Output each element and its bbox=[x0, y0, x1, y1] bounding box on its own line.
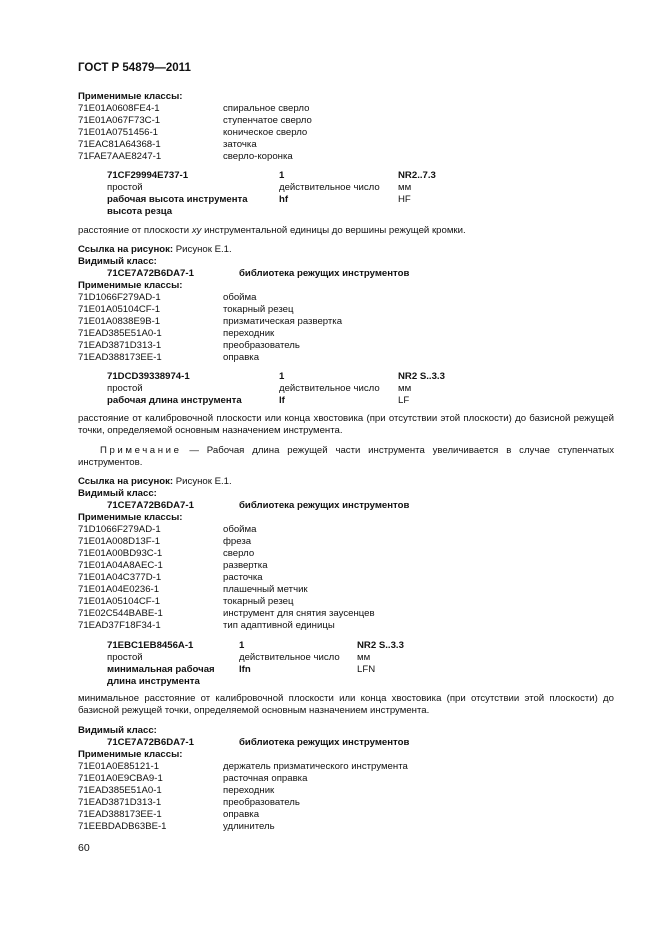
applicable-classes-label: Применимые классы: bbox=[78, 280, 183, 291]
property-synonym: высота резца bbox=[107, 206, 173, 217]
class-code: 71E01A05104CF-1 bbox=[78, 596, 161, 607]
property-unit: мм bbox=[398, 383, 412, 394]
class-name: обойма bbox=[223, 524, 257, 535]
class-code: 71D1066F279AD-1 bbox=[78, 524, 161, 535]
figure-reference bbox=[78, 476, 232, 488]
class-code: 71EAD3871D313-1 bbox=[78, 797, 162, 808]
property-unit: мм bbox=[398, 182, 412, 193]
class-name: обойма bbox=[223, 292, 257, 303]
class-code: 71FAE7AAE8247-1 bbox=[78, 151, 162, 162]
note-text: — Рабочая длина режущей части инструмента увеличивается в случае ступенчатых инструментов. bbox=[78, 445, 614, 469]
class-name: токарный резец bbox=[223, 596, 294, 607]
property-name: рабочая высота инструмента bbox=[107, 194, 248, 205]
class-name: токарный резец bbox=[223, 304, 294, 315]
class-name: преобразователь bbox=[223, 340, 300, 351]
class-code: 71E01A04C377D-1 bbox=[78, 572, 162, 583]
definition-italic: xy bbox=[191, 225, 202, 236]
property-unit: мм bbox=[357, 652, 371, 663]
property-version: 1 bbox=[239, 640, 245, 651]
class-name: преобразователь bbox=[223, 797, 300, 808]
class-code: 71EAD388173EE-1 bbox=[78, 352, 162, 363]
definition-text: инструментальной единицы до вершины режущей кромки. bbox=[201, 225, 466, 236]
property-type: простой bbox=[107, 182, 143, 193]
class-name: оправка bbox=[223, 809, 260, 820]
property-format: NR2 S..3.3 bbox=[398, 371, 445, 382]
visible-class-label: Видимый класс: bbox=[78, 488, 157, 499]
property-short-name: LFN bbox=[357, 664, 376, 675]
class-name: спиральное сверло bbox=[223, 103, 310, 114]
property-definition: минимальное расстояние от калибровочной плоскости или конца хвостовика (при отсутствии этой плоскости) до базисной режущей точки, определяемой основным назначением инструмента. bbox=[78, 693, 614, 717]
class-name: инструмент для снятия заусенцев bbox=[223, 608, 375, 619]
class-code: 71D1066F279AD-1 bbox=[78, 292, 161, 303]
class-name: ступенчатое сверло bbox=[223, 115, 312, 126]
class-code: 71E01A0751456-1 bbox=[78, 127, 159, 138]
property-definition: расстояние от калибровочной плоскости или конца хвостовика (при отсутствии этой плоскости) до базисной режущей точки, определяемой основным назначением инструмента. bbox=[78, 413, 614, 437]
class-name: сверло-коронка bbox=[223, 151, 293, 162]
property-id: 71EBC1EB8456A-1 bbox=[107, 640, 194, 651]
class-name: фреза bbox=[223, 536, 252, 547]
property-type: простой bbox=[107, 652, 143, 663]
property-symbol: hf bbox=[279, 194, 289, 205]
class-code: 71EAD3871D313-1 bbox=[78, 340, 162, 351]
class-code: 71EAC81A64368-1 bbox=[78, 139, 161, 150]
property-synonym: длина инструмента bbox=[107, 676, 200, 687]
class-code: 71EAD385E51A0-1 bbox=[78, 785, 162, 796]
class-code: 71E01A0838E9B-1 bbox=[78, 316, 161, 327]
property-id: 71CF29994E737-1 bbox=[107, 170, 189, 181]
applicable-classes-label: Применимые классы: bbox=[78, 91, 183, 102]
visible-class-name: библиотека режущих инструментов bbox=[239, 500, 410, 511]
figure-reference-label: Ссылка на рисунок: bbox=[78, 244, 174, 255]
class-code: 71E02C544BABE-1 bbox=[78, 608, 163, 619]
property-type: простой bbox=[107, 383, 143, 394]
class-name: сверло bbox=[223, 548, 255, 559]
class-code: 71E01A008D13F-1 bbox=[78, 536, 161, 547]
property-id: 71DCD39338974-1 bbox=[107, 371, 190, 382]
class-name: переходник bbox=[223, 785, 275, 796]
figure-reference-value: Рисунок Е.1. bbox=[173, 476, 232, 487]
class-name: оправка bbox=[223, 352, 260, 363]
note-label: Примечание bbox=[100, 445, 182, 456]
class-code: 71E01A0608FE4-1 bbox=[78, 103, 160, 114]
visible-class-name: библиотека режущих инструментов bbox=[239, 737, 410, 748]
class-name: расточная оправка bbox=[223, 773, 308, 784]
applicable-classes-label: Применимые классы: bbox=[78, 749, 183, 760]
class-code: 71E01A067F73C-1 bbox=[78, 115, 161, 126]
visible-class-name: библиотека режущих инструментов bbox=[239, 268, 410, 279]
class-code: 71E01A04A8AEC-1 bbox=[78, 560, 163, 571]
property-symbol: lf bbox=[279, 395, 285, 406]
property-version: 1 bbox=[279, 371, 285, 382]
class-name: заточка bbox=[223, 139, 257, 150]
definition-text: расстояние от плоскости bbox=[78, 225, 192, 236]
class-code: 71E01A0E9CBA9-1 bbox=[78, 773, 163, 784]
class-code: 71EEBDADB63BE-1 bbox=[78, 821, 167, 832]
class-code: 71EAD37F18F34-1 bbox=[78, 620, 161, 631]
class-name: тип адаптивной единицы bbox=[223, 620, 335, 631]
class-code: 71E01A05104CF-1 bbox=[78, 304, 161, 315]
class-name: плашечный метчик bbox=[223, 584, 308, 595]
class-name: призматическая развертка bbox=[223, 316, 343, 327]
applicable-classes-label: Применимые классы: bbox=[78, 512, 183, 523]
visible-class-code: 71CE7A72B6DA7-1 bbox=[107, 500, 194, 511]
property-symbol: lfn bbox=[239, 664, 251, 675]
property-short-name: LF bbox=[398, 395, 410, 406]
class-code: 71E01A0E85121-1 bbox=[78, 761, 160, 772]
visible-class-code: 71CE7A72B6DA7-1 bbox=[107, 268, 194, 279]
class-code: 71E01A00BD93C-1 bbox=[78, 548, 163, 559]
class-code: 71E01A04E0236-1 bbox=[78, 584, 160, 595]
class-name: развертка bbox=[223, 560, 268, 571]
document-header: ГОСТ Р 54879—2011 bbox=[78, 62, 191, 74]
property-version: 1 bbox=[279, 170, 285, 181]
property-datatype: действительное число bbox=[279, 383, 380, 394]
class-code: 71EAD385E51A0-1 bbox=[78, 328, 162, 339]
property-short-name: HF bbox=[398, 194, 411, 205]
figure-reference bbox=[78, 244, 232, 256]
visible-class-label: Видимый класс: bbox=[78, 725, 157, 736]
figure-reference-value: Рисунок Е.1. bbox=[173, 244, 232, 255]
visible-class-label: Видимый класс: bbox=[78, 256, 157, 267]
visible-class-code: 71CE7A72B6DA7-1 bbox=[107, 737, 194, 748]
property-datatype: действительное число bbox=[239, 652, 340, 663]
property-name: рабочая длина инструмента bbox=[107, 395, 242, 406]
class-name: держатель призматического инструмента bbox=[223, 761, 408, 772]
class-name: коническое сверло bbox=[223, 127, 308, 138]
property-format: NR2..7.3 bbox=[398, 170, 436, 181]
class-name: переходник bbox=[223, 328, 275, 339]
note bbox=[78, 445, 614, 470]
property-format: NR2 S..3.3 bbox=[357, 640, 404, 651]
class-name: удлинитель bbox=[223, 821, 275, 832]
page-number: 60 bbox=[78, 842, 90, 854]
class-code: 71EAD388173EE-1 bbox=[78, 809, 162, 820]
figure-reference-label: Ссылка на рисунок: bbox=[78, 476, 174, 487]
class-name: расточка bbox=[223, 572, 263, 583]
property-name: минимальная рабочая bbox=[107, 664, 215, 675]
property-datatype: действительное число bbox=[279, 182, 380, 193]
property-definition bbox=[78, 225, 614, 237]
